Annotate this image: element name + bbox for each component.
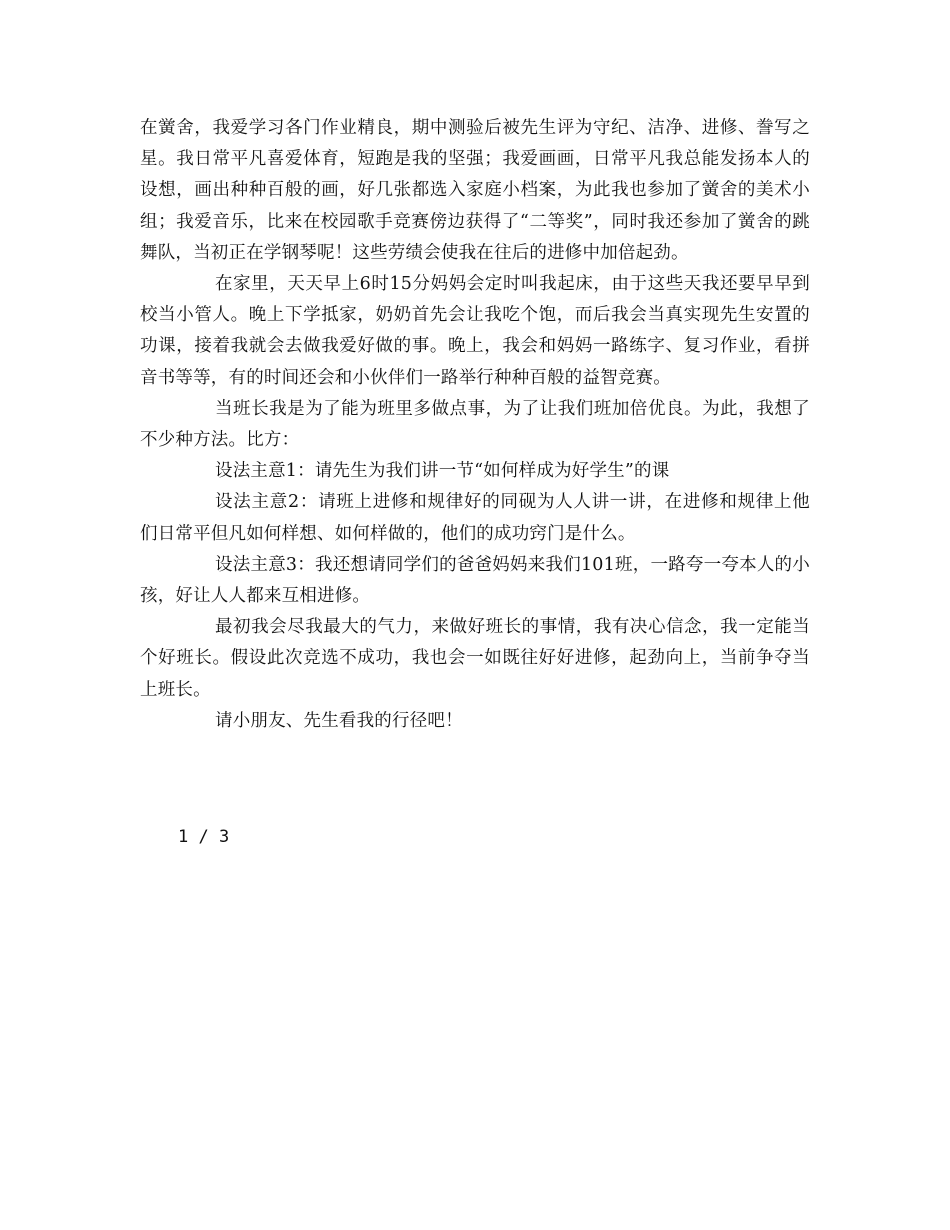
paragraph-closing: 请小朋友、先生看我的行径吧！ bbox=[215, 710, 463, 731]
paragraph-idea-3: 设法主意3：我还想请同学们的爸爸妈妈来我们101班，一路夸一夸本人的小孩，好让人人都来互相进修。 bbox=[140, 554, 810, 607]
paragraph-monitor-motivation: 当班长我是为了能为班里多做点事，为了让我们班加倍优良。为此，我想了不少种方法。比方： bbox=[140, 398, 810, 451]
page-number: 1 / 3 bbox=[178, 827, 230, 847]
paragraph-idea-2: 设法主意2：请班上进修和规律好的同砚为人人讲一讲，在进修和规律上他们日常平但凡如何样想、如何样做的，他们的成功窍门是什么。 bbox=[140, 492, 810, 544]
paragraph-school-achievements: 在黉舍，我爱学习各门作业精良，期中测验后被先生评为守纪、洁净、进修、誊写之星。我日常平凡喜爱体育，短跑是我的坚强；我爱画画，日常平凡我总能发扬本人的设想，画出种种百般的画，好几张都选入家庭小档案，为此我也参加了黉舍的美术小组；我爱音乐，比来在校园歌手竞赛傍边获得了“二等奖”，同时我还参加了黉舍的跳舞队，当初正在学钢琴呢！这些劳绩会使我在往后的进修中加倍起劲。 bbox=[140, 118, 810, 263]
paragraph-commitment: 最初我会尽我最大的气力，来做好班长的事情，我有决心信念，我一定能当个好班长。假设此次竞选不成功，我也会一如既往好好进修，起劲向上，当前争夺当上班长。 bbox=[140, 617, 810, 700]
paragraph-idea-1: 设法主意1：请先生为我们讲一节“如何样成为好学生”的课 bbox=[215, 461, 670, 482]
paragraph-home-routine: 在家里，天天早上6时15分妈妈会定时叫我起床，由于这些天我还要早早到校当小管人。晚上下学抵家，奶奶首先会让我吃个饱，而后我会当真实现先生安置的功课，接着我就会去做我爱好做的事。晚上，我会和妈妈一路练字、复习作业，看拼音书等等，有的时间还会和小伙伴们一路举行种种百般的益智竞赛。 bbox=[140, 274, 810, 388]
document-body bbox=[140, 113, 810, 737]
